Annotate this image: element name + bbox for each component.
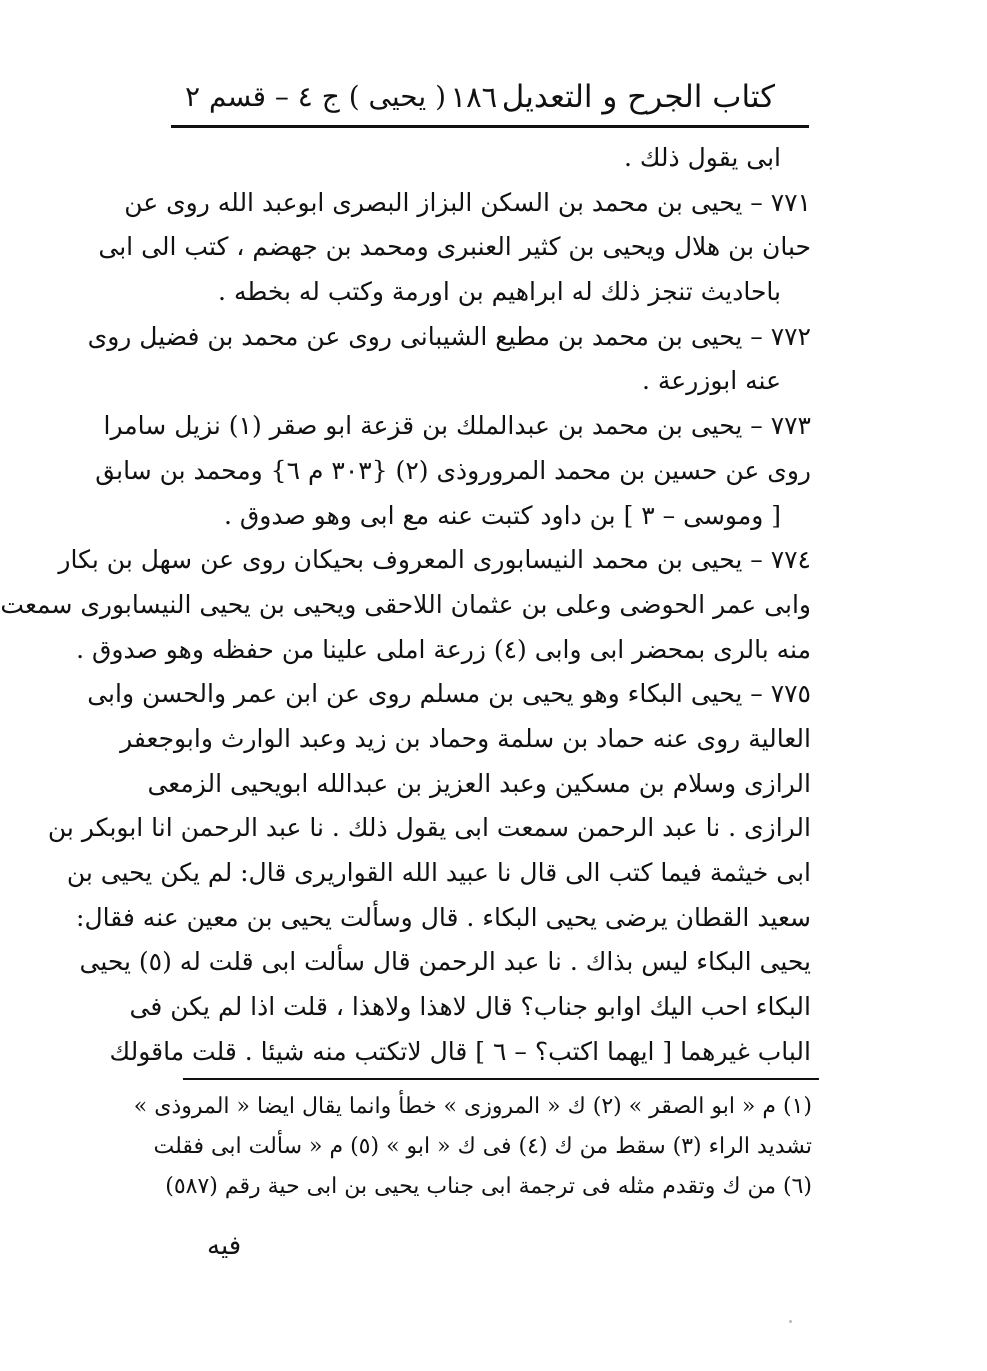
text-line: سعيد القطان يرضى يحيى البكاء . قال وسألت يحيى بن معين عنه فقال: — [76, 902, 811, 932]
text-line: البكاء احب اليك اوابو جناب؟ قال لاهذا ولاهذا ، قلت اذا لم يكن فى — [129, 992, 811, 1022]
text-line: عنه ابوزرعة . — [642, 366, 781, 396]
text-line: [ وموسى – ٣ ] بن داود كتبت عنه مع ابى وهو صدوق . — [224, 500, 781, 530]
text-line: يحيى البكاء ليس بذاك . نا عبد الرحمن قال سألت ابى قلت له (٥) يحيى — [79, 947, 811, 977]
main-text — [0, 136, 811, 1074]
header-rule — [171, 125, 809, 128]
footnote-line: تشديد الراء (٣) سقط من ك (٤) فى ك « ابو » (٥) م « سألت ابى فقلت — [153, 1134, 812, 1159]
text-line: حبان بن هلال ويحيى بن كثير العنبرى ومحمد بن جهضم ، كتب الى ابى — [98, 232, 811, 262]
page-number: ١٨٦ — [450, 80, 498, 114]
text-line: الباب غيرهما [ ايهما اكتب؟ – ٦ ] قال لاتكتب منه شيئا . قلت ماقولك — [109, 1036, 811, 1066]
book-title: كتاب الجرح و التعديل — [501, 79, 775, 115]
footnote-line: (٦) من ك وتقدم مثله فى ترجمة ابى جناب يحيى بن ابى حية رقم (٥٨٧) — [165, 1174, 812, 1199]
catchword: فيه — [207, 1231, 242, 1261]
footnote-line: (١) م « ابو الصقر » (٢) ك « المروزى » خطأ وانما يقال ايضا « المروذى » — [133, 1094, 812, 1119]
text-line: ابى يقول ذلك . — [623, 143, 781, 172]
footnotes — [133, 1087, 812, 1207]
entry-775-line: ٧٧٥ – يحيى البكاء وهو يحيى بن مسلم روى عن ابن عمر والحسن وابى — [87, 679, 811, 709]
running-header — [185, 72, 775, 122]
text-line: الرازى وسلام بن مسكين وعبد العزيز بن عبدالله ابويحيى الزمعى — [147, 768, 811, 798]
text-line: روى عن حسين بن محمد المروروذى (٢) {٣٠٣ م ٦} ومحمد بن سابق — [95, 455, 811, 485]
text-line: العالية روى عنه حماد بن سلمة وحماد بن زيد وعبد الوارث وابوجعفر — [120, 723, 811, 753]
volume-part-label: ( يحيى ) ج ٤ – قسم ٢ — [185, 80, 446, 113]
entry-772-line: ٧٧٢ – يحيى بن محمد بن مطيع الشيبانى روى عن محمد بن فضيل روى — [87, 321, 811, 351]
entry-774-line: ٧٧٤ – يحيى بن محمد النيسابورى المعروف بحيكان روى عن سهل بن بكار — [58, 545, 811, 575]
paper-speck — [789, 1320, 792, 1323]
footnote-rule — [183, 1078, 819, 1080]
entry-773-line: ٧٧٣ – يحيى بن محمد بن عبدالملك بن قزعة ابو صقر (١) نزيل سامرا — [103, 411, 811, 441]
text-line: ابى خيثمة فيما كتب الى قال نا عبيد الله القواريرى قال: لم يكن يحيى بن — [66, 858, 811, 887]
text-line: الرازى . نا عبد الرحمن سمعت ابى يقول ذلك . نا عبد الرحمن انا ابوبكر بن — [47, 813, 811, 843]
entry-771-line: ٧٧١ – يحيى بن محمد بن السكن البزاز البصرى ابوعبد الله روى عن — [124, 187, 811, 217]
text-line: وابى عمر الحوضى وعلى بن عثمان اللاحقى ويحيى بن يحيى النيسابورى سمعت — [0, 589, 811, 619]
text-line: باحاديث تنجز ذلك له ابراهيم بن اورمة وكتب له بخطه . — [218, 277, 781, 307]
text-line: منه بالرى بمحضر ابى وابى (٤) زرعة املى علينا من حفظه وهو صدوق . — [76, 634, 811, 664]
